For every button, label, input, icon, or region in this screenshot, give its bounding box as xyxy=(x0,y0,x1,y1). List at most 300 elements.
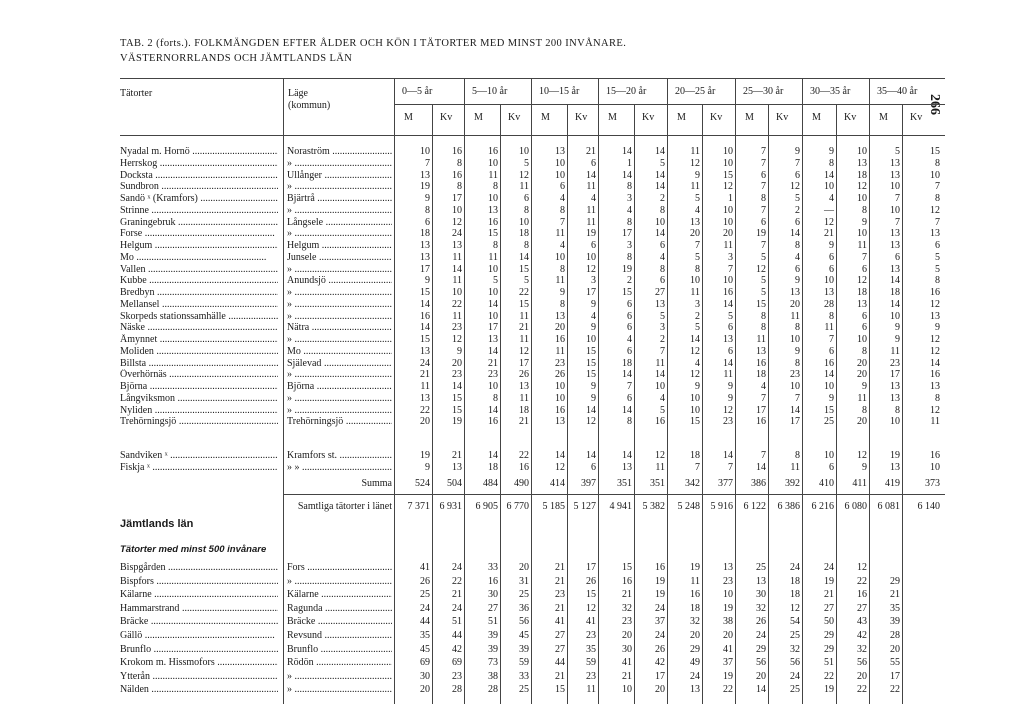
cell-male: 15 xyxy=(420,287,430,298)
cell-female: 10 xyxy=(857,334,867,345)
cell-female: 8 xyxy=(935,392,940,404)
cell-male: 3 xyxy=(627,193,632,204)
tatort-name: Vallen ..... xyxy=(120,264,278,276)
cell-female: 69 xyxy=(452,657,462,669)
cell-male: 8 xyxy=(761,310,766,322)
cell-female: 15 xyxy=(723,169,733,181)
cell-male: 7 xyxy=(695,240,700,251)
cell-female: 11 xyxy=(586,204,596,216)
cell-male: 13 xyxy=(890,228,900,240)
cell-female: 8 xyxy=(935,275,940,287)
cell-male: 21 xyxy=(622,670,632,682)
cell-female: 12 xyxy=(452,216,462,228)
cell-male: 12 xyxy=(824,216,834,228)
female-header: Kv xyxy=(440,112,453,123)
cell-male: 14 xyxy=(420,322,430,334)
cell-female: 15 xyxy=(519,298,529,310)
lage-kommun: Anundsjö ..... xyxy=(287,275,392,287)
cell-male: 7 xyxy=(761,204,766,216)
cell-male: 11 xyxy=(756,334,766,345)
cell-male: 10 xyxy=(824,181,834,193)
cell-male: 2 xyxy=(627,275,632,287)
cell-female: 11 xyxy=(452,251,462,263)
cell-female: 6 xyxy=(862,310,867,322)
cell-male: 16 xyxy=(488,216,498,228)
cell-male: 13 xyxy=(756,575,766,587)
cell-female: 51 xyxy=(452,616,462,628)
tatort-name: Skorpeds stationssamhälle ..... xyxy=(120,311,278,323)
cell-female: 9 xyxy=(862,381,867,392)
cell-female: 13 xyxy=(655,298,665,310)
cell-female: 14 xyxy=(655,169,665,181)
male-header: M xyxy=(404,112,413,123)
cell-male: 17 xyxy=(890,670,900,682)
cell-male: 56 xyxy=(756,657,766,669)
cell-female: 56 xyxy=(790,657,800,669)
cell-male: 6 xyxy=(425,216,430,228)
cell-female: 23 xyxy=(790,369,800,381)
cell-male: 13 xyxy=(420,251,430,263)
cell-female: 9 xyxy=(795,275,800,287)
cell-male: 9 xyxy=(829,146,834,157)
tatort-name: Näske ..... xyxy=(120,322,278,334)
table-row xyxy=(0,240,1024,252)
cell-male: 9 xyxy=(425,275,430,287)
cell-male: 4 xyxy=(627,334,632,345)
cell-male: 16 xyxy=(488,575,498,587)
cell-male: 22 xyxy=(824,670,834,682)
tatort-name: Björna ..... xyxy=(120,381,278,393)
cell-female: 14 xyxy=(519,251,529,263)
cell-male: — xyxy=(824,204,834,216)
cell-male: 10 xyxy=(488,287,498,298)
cell-female: 12 xyxy=(930,345,940,357)
table-row xyxy=(0,450,1024,462)
cell-female: 6 080 xyxy=(844,501,867,512)
lage-kommun: » ..... xyxy=(287,393,392,405)
lage-kommun: Ullånger ..... xyxy=(287,170,392,182)
cell-male: 27 xyxy=(824,602,834,614)
cell-female: 10 xyxy=(857,146,867,157)
cell-male: 30 xyxy=(622,643,632,655)
cell-female: 10 xyxy=(790,334,800,345)
cell-male: 23 xyxy=(555,589,565,601)
tatort-name: Nälden ..... xyxy=(120,684,278,696)
cell-male: 41 xyxy=(555,616,565,628)
cell-female: 9 xyxy=(591,298,596,310)
cell-female: 8 xyxy=(862,345,867,357)
cell-female: 11 xyxy=(586,216,596,228)
cell-male: 13 xyxy=(890,392,900,404)
cell-male: 19 xyxy=(690,562,700,573)
cell-female: 5 xyxy=(524,275,529,287)
cell-female: 12 xyxy=(586,263,596,275)
cell-female: 10 xyxy=(723,216,733,228)
table-row xyxy=(0,589,1024,601)
male-header: M xyxy=(812,112,821,123)
cell-male: 11 xyxy=(690,181,700,193)
cell-female: 7 xyxy=(660,345,665,357)
cell-female: 18 xyxy=(790,589,800,601)
tatort-name: Bispfors ..... xyxy=(120,576,278,588)
cell-male: 5 xyxy=(761,251,766,263)
cell-male: 11 xyxy=(690,575,700,587)
cell-female: 4 xyxy=(591,193,596,204)
table-row xyxy=(0,346,1024,358)
cell-female: 9 xyxy=(591,322,596,334)
cell-female: 10 xyxy=(857,193,867,204)
cell-female: 12 xyxy=(930,204,940,216)
cell-female: 13 xyxy=(930,381,940,392)
cell-male: 29 xyxy=(824,643,834,655)
cell-female: 8 xyxy=(935,157,940,169)
cell-female: 6 xyxy=(935,240,940,251)
cell-female: 11 xyxy=(857,240,867,251)
cell-female: 13 xyxy=(857,298,867,310)
table-row xyxy=(0,228,1024,240)
cell-male: 8 xyxy=(493,181,498,193)
cell-male: 9 xyxy=(425,193,430,204)
cell-female: 12 xyxy=(519,169,529,181)
cell-male: 15 xyxy=(622,562,632,573)
cell-male: 23 xyxy=(890,357,900,369)
cell-female: 6 xyxy=(524,193,529,204)
cell-female: 5 xyxy=(660,310,665,322)
header-tatorter: Tätorter xyxy=(120,88,153,99)
table-row xyxy=(0,358,1024,370)
age-group-header: 5—10 år xyxy=(472,86,508,97)
cell-female: 6 xyxy=(795,263,800,275)
cell-female: 8 xyxy=(795,357,800,369)
cell-female: 5 xyxy=(728,310,733,322)
cell-female: 5 xyxy=(795,193,800,204)
cell-male: 13 xyxy=(890,381,900,392)
cell-male: 6 xyxy=(627,298,632,310)
cell-female: 377 xyxy=(718,478,733,489)
cell-female: 20 xyxy=(857,369,867,381)
lage-kommun: » ..... xyxy=(287,334,392,346)
cell-female: 6 931 xyxy=(439,501,462,512)
cell-male: 11 xyxy=(890,345,900,357)
cell-male: 51 xyxy=(488,616,498,628)
cell-male: 9 xyxy=(425,462,430,473)
cell-male: 351 xyxy=(617,478,632,489)
lage-kommun: Långsele ..... xyxy=(287,217,392,229)
cell-female: 7 xyxy=(795,157,800,169)
tatort-name: Trehörningsjö ..... xyxy=(120,416,278,428)
cell-female: 33 xyxy=(519,670,529,682)
table-row xyxy=(0,287,1024,299)
lage-kommun: » ..... xyxy=(287,181,392,193)
lage-kommun: Själevad ..... xyxy=(287,358,392,370)
cell-female: 35 xyxy=(586,643,596,655)
cell-male: 386 xyxy=(751,478,766,489)
cell-male: 16 xyxy=(488,416,498,428)
cell-male: 6 xyxy=(761,216,766,228)
summa-label: Summa xyxy=(361,478,392,489)
cell-male: 14 xyxy=(622,404,632,416)
cell-male: 14 xyxy=(622,450,632,461)
cell-female: 24 xyxy=(790,562,800,573)
cell-female: 38 xyxy=(723,616,733,628)
cell-female: 22 xyxy=(723,684,733,696)
table-row xyxy=(0,264,1024,276)
cell-female: 8 xyxy=(524,204,529,216)
age-group-header: 20—25 år xyxy=(675,86,716,97)
cell-female: 20 xyxy=(857,357,867,369)
cell-female: 19 xyxy=(452,416,462,428)
cell-male: 55 xyxy=(890,657,900,669)
cell-female: 20 xyxy=(857,670,867,682)
cell-female: 16 xyxy=(857,589,867,601)
cell-female: 10 xyxy=(723,146,733,157)
cell-male: 21 xyxy=(555,575,565,587)
cell-female: 1 xyxy=(728,193,733,204)
cell-female: 5 xyxy=(524,157,529,169)
cell-male: 21 xyxy=(555,602,565,614)
cell-female: 23 xyxy=(452,322,462,334)
cell-male: 15 xyxy=(420,334,430,345)
header-lage: Läge xyxy=(288,88,308,99)
tatort-name: Forse ..... xyxy=(120,228,278,240)
cell-female: 5 xyxy=(660,404,665,416)
cell-male: 20 xyxy=(622,630,632,641)
cell-male: 16 xyxy=(824,357,834,369)
male-header: M xyxy=(879,112,888,123)
table-row xyxy=(0,671,1024,683)
cell-male: 1 xyxy=(627,157,632,169)
cell-female: 28 xyxy=(452,684,462,696)
cell-female: 8 xyxy=(660,204,665,216)
cell-male: 26 xyxy=(555,369,565,381)
sum-rule xyxy=(283,494,945,495)
cell-female: 11 xyxy=(519,334,529,345)
cell-male: 5 xyxy=(493,275,498,287)
cell-male: 10 xyxy=(555,169,565,181)
table-row xyxy=(0,181,1024,193)
cell-female: 42 xyxy=(655,657,665,669)
table-row xyxy=(0,334,1024,346)
header-bottom-rule xyxy=(120,135,945,136)
cell-male: 25 xyxy=(756,562,766,573)
cell-female: 6 xyxy=(660,275,665,287)
cell-male: 6 081 xyxy=(877,501,900,512)
cell-male: 11 xyxy=(555,228,565,240)
cell-female: 24 xyxy=(655,630,665,641)
cell-female: 11 xyxy=(519,181,529,193)
table-row xyxy=(0,252,1024,264)
cell-male: 18 xyxy=(690,450,700,461)
cell-female: 14 xyxy=(586,404,596,416)
cell-male: 26 xyxy=(420,575,430,587)
lage-kommun: » ..... xyxy=(287,264,392,276)
male-header: M xyxy=(608,112,617,123)
cell-male: 11 xyxy=(488,169,498,181)
cell-female: 4 xyxy=(591,310,596,322)
cell-male: 14 xyxy=(488,404,498,416)
cell-male: 7 xyxy=(761,146,766,157)
cell-male: 44 xyxy=(555,657,565,669)
cell-female: 10 xyxy=(723,589,733,601)
cell-male: 25 xyxy=(420,589,430,601)
cell-male: 5 248 xyxy=(677,501,700,512)
cell-male: 10 xyxy=(555,392,565,404)
cell-male: 13 xyxy=(420,169,430,181)
cell-female: 15 xyxy=(586,345,596,357)
cell-male: 29 xyxy=(824,630,834,641)
cell-female: 26 xyxy=(586,575,596,587)
cell-female: 7 xyxy=(795,392,800,404)
samtliga-label: Samtliga tätorter i länet xyxy=(297,501,392,512)
cell-female: 21 xyxy=(452,450,462,461)
cell-male: 10 xyxy=(488,263,498,275)
cell-female: 20 xyxy=(723,630,733,641)
cell-female: 16 xyxy=(452,146,462,157)
cell-male: 10 xyxy=(824,450,834,461)
cell-female: 3 xyxy=(728,251,733,263)
cell-male: 10 xyxy=(690,392,700,404)
cell-female: 5 916 xyxy=(710,501,733,512)
cell-female: 11 xyxy=(586,181,596,193)
cell-female: 23 xyxy=(452,670,462,682)
cell-male: 39 xyxy=(890,616,900,628)
cell-male: 11 xyxy=(488,251,498,263)
cell-female: 12 xyxy=(857,450,867,461)
cell-female: 6 140 xyxy=(917,501,940,512)
cell-male: 12 xyxy=(690,369,700,381)
cell-male: 21 xyxy=(824,589,834,601)
page-number: 266 xyxy=(927,94,942,115)
cell-female: 9 xyxy=(457,345,462,357)
cell-female: 14 xyxy=(790,228,800,240)
cell-male: 22 xyxy=(420,404,430,416)
cell-male: 10 xyxy=(890,204,900,216)
cell-male: 15 xyxy=(690,416,700,428)
cell-male: 12 xyxy=(690,345,700,357)
cell-female: 14 xyxy=(452,381,462,392)
cell-female: 13 xyxy=(452,240,462,251)
cell-male: 23 xyxy=(622,616,632,628)
cell-female: 42 xyxy=(857,630,867,641)
table-row xyxy=(0,158,1024,170)
cell-male: 8 xyxy=(493,392,498,404)
cell-male: 26 xyxy=(756,616,766,628)
lage-kommun: Bjärtrå ..... xyxy=(287,193,392,205)
cell-female: 16 xyxy=(930,369,940,381)
cell-female: 39 xyxy=(519,643,529,655)
cell-female: 11 xyxy=(452,310,462,322)
table-row xyxy=(0,416,1024,428)
cell-female: 6 xyxy=(795,216,800,228)
tatort-name: Brunflo ..... xyxy=(120,644,278,656)
cell-female: 5 xyxy=(660,157,665,169)
cell-female: 14 xyxy=(723,298,733,310)
lage-kommun: Trehörningsjö ..... xyxy=(287,416,392,428)
cell-male: 484 xyxy=(483,478,498,489)
lage-kommun: » ..... xyxy=(287,228,392,240)
age-group-header: 15—20 år xyxy=(606,86,647,97)
cell-female: 11 xyxy=(519,310,529,322)
cell-female: 25 xyxy=(790,630,800,641)
lage-kommun: » » ..... xyxy=(287,462,392,474)
cell-female: 12 xyxy=(586,416,596,428)
cell-female: 17 xyxy=(586,287,596,298)
cell-female: 7 xyxy=(728,263,733,275)
cell-male: 8 xyxy=(695,263,700,275)
cell-female: 21 xyxy=(586,146,596,157)
cell-male: 7 xyxy=(695,462,700,473)
cell-male: 410 xyxy=(819,478,834,489)
cell-male: 11 xyxy=(690,146,700,157)
cell-male: 8 xyxy=(560,204,565,216)
cell-female: 14 xyxy=(723,450,733,461)
cell-female: 12 xyxy=(723,404,733,416)
cell-male: 419 xyxy=(885,478,900,489)
lage-kommun: Helgum ..... xyxy=(287,240,392,252)
cell-female: 21 xyxy=(452,589,462,601)
lage-kommun: Brunflo ..... xyxy=(287,644,392,656)
cell-male: 13 xyxy=(488,204,498,216)
cell-male: 7 xyxy=(761,392,766,404)
cell-male: 13 xyxy=(420,345,430,357)
cell-female: 16 xyxy=(930,450,940,461)
cell-male: 16 xyxy=(690,589,700,601)
lage-kommun: Ragunda ..... xyxy=(287,603,392,615)
subheader-rule xyxy=(394,104,945,105)
cell-female: 24 xyxy=(452,228,462,240)
cell-female: 14 xyxy=(723,357,733,369)
cell-female: 9 xyxy=(862,216,867,228)
cell-male: 17 xyxy=(890,369,900,381)
cell-male: 15 xyxy=(824,404,834,416)
cell-male: 22 xyxy=(890,684,900,696)
cell-male: 14 xyxy=(690,334,700,345)
cell-female: 3 xyxy=(660,322,665,334)
tatort-name: Bredbyn ..... xyxy=(120,287,278,299)
cell-female: 13 xyxy=(723,562,733,573)
cell-female: 59 xyxy=(519,657,529,669)
cell-female: 12 xyxy=(857,562,867,573)
cell-male: 10 xyxy=(622,684,632,696)
cell-female: 15 xyxy=(586,357,596,369)
cell-male: 8 xyxy=(627,416,632,428)
cell-female: 10 xyxy=(790,381,800,392)
cell-male: 5 185 xyxy=(542,501,565,512)
cell-female: 13 xyxy=(723,334,733,345)
tatort-name: Nyadal m. Hornö ..... xyxy=(120,146,278,158)
cell-male: 14 xyxy=(488,450,498,461)
cell-male: 6 xyxy=(560,181,565,193)
cell-male: 30 xyxy=(420,670,430,682)
cell-male: 16 xyxy=(756,416,766,428)
lage-kommun: » ..... xyxy=(287,671,392,683)
lage-kommun: Noraström ..... xyxy=(287,146,392,158)
table-row xyxy=(0,322,1024,334)
cell-female: 8 xyxy=(457,157,462,169)
cell-male: 10 xyxy=(890,310,900,322)
cell-female: 9 xyxy=(591,381,596,392)
cell-male: 7 xyxy=(829,334,834,345)
cell-female: 13 xyxy=(930,310,940,322)
cell-male: 50 xyxy=(824,616,834,628)
cell-female: 11 xyxy=(857,392,867,404)
female-header: Kv xyxy=(575,112,588,123)
top-rule xyxy=(120,78,945,79)
table-row xyxy=(0,562,1024,574)
cell-female: 23 xyxy=(452,369,462,381)
cell-female: 36 xyxy=(519,602,529,614)
cell-female: 10 xyxy=(452,204,462,216)
